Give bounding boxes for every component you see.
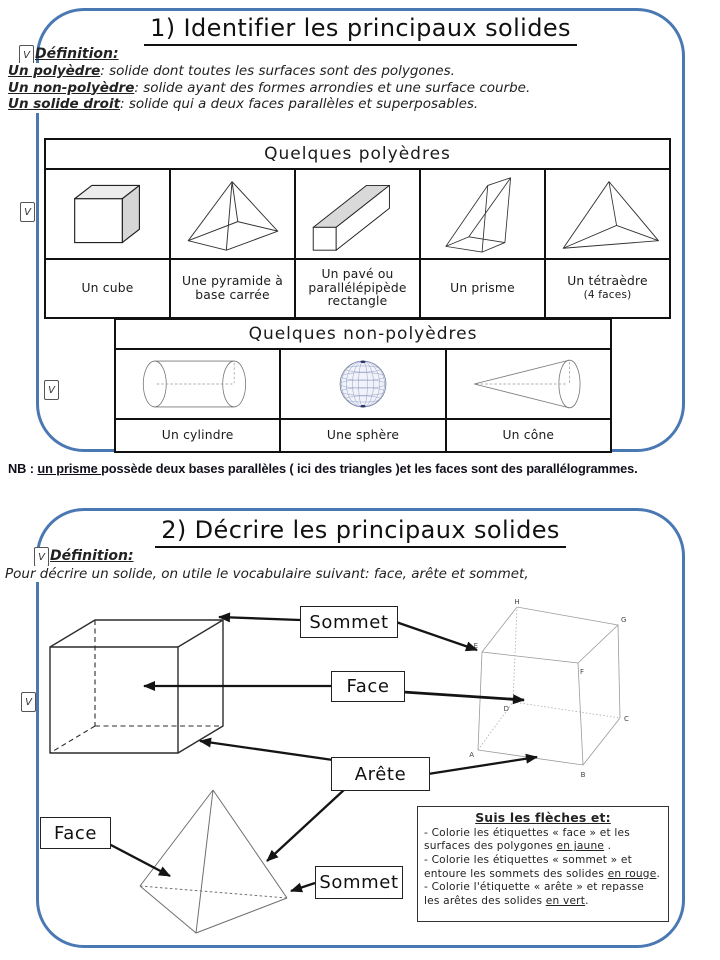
- prism-label: Un prisme: [420, 259, 545, 318]
- section2-title: [36, 516, 685, 544]
- cube-vertex-H: H: [514, 598, 520, 606]
- non-polyhedra-table-header: Quelques non-polyèdres: [115, 319, 611, 349]
- non-polyhedra-table: [114, 318, 612, 453]
- cube-vertex-C: C: [624, 715, 629, 723]
- label-box-face-left: Face: [40, 817, 111, 849]
- square-pyramid-cell: [170, 169, 295, 259]
- nb-underlined: un prisme: [37, 461, 102, 476]
- cylinder-cell: [115, 349, 280, 419]
- tetrahedron-cell: [545, 169, 670, 259]
- section2-title-text: 2) Décrire les principaux solides: [155, 516, 566, 548]
- sphere-label: Une sphère: [280, 419, 445, 452]
- section1-definition-heading: Définition:: [35, 46, 119, 62]
- cube-label: Un cube: [45, 259, 170, 318]
- instruction-line-jaune: - Colorie les étiquettes « face » et les surfaces des polygones en jaune .: [424, 826, 630, 853]
- cylinder-icon: [123, 354, 273, 414]
- tetrahedron-icon: [554, 174, 662, 254]
- instruction-line-vert: - Colorie l'étiquette « arête » et repasse les arêtes des solides en vert.: [424, 881, 645, 907]
- cube-vertex-G: G: [621, 616, 627, 624]
- label-box-sommet-top: Sommet: [300, 606, 398, 638]
- cube-vertex-A: A: [469, 751, 474, 759]
- section1-definitions: [8, 63, 536, 113]
- nb-note: [8, 461, 718, 476]
- section1-title: [36, 14, 685, 42]
- checkbox-v-icon: V: [44, 380, 59, 400]
- cone-icon: [453, 354, 603, 414]
- nb-rest: possède deux bases parallèles ( ici des triangles )et les faces sont des parallélogrammes.: [101, 461, 638, 476]
- definition-solide-droit: Un solide droit: solide qui a deux faces parallèles et superposables.: [8, 96, 479, 112]
- square-pyramid-label: Une pyramide à base carrée: [170, 259, 295, 318]
- tetrahedron-sublabel: (4 faces): [583, 289, 632, 301]
- instructions-title: Suis les flèches et:: [475, 810, 611, 825]
- sphere-cell: [280, 349, 445, 419]
- tetrahedron-label: Un tétraèdre (4 faces): [545, 259, 670, 318]
- cuboid-label: Un pavé ou parallélépipède rectangle: [295, 259, 420, 318]
- cube-vertex-B: B: [580, 771, 586, 779]
- instructions-box: [417, 806, 669, 922]
- checkbox-v-icon: V: [34, 547, 49, 567]
- cylinder-label: Un cylindre: [115, 419, 280, 452]
- instruction-line-rouge: - Colorie les étiquettes « sommet » et entoure les sommets des solides en rouge.: [424, 853, 661, 880]
- triangular-prism-icon: [429, 174, 537, 254]
- checkbox-v-icon: V: [21, 692, 36, 712]
- section2-definition-text: Pour décrire un solide, on utile le vocabulaire suivant: face, arête et sommet,: [5, 566, 534, 582]
- sphere-icon: [288, 354, 438, 414]
- label-box-face-middle: Face: [331, 671, 405, 702]
- cone-cell: [446, 349, 611, 419]
- definition-non-polyedre: Un non-polyèdre: solide ayant des formes arrondies et une surface courbe.: [8, 79, 531, 96]
- cube-vertex-D: D: [503, 705, 509, 713]
- polyhedra-table-header: Quelques polyèdres: [45, 139, 670, 169]
- section1-title-text: 1) Identifier les principaux solides: [144, 14, 577, 46]
- cube-vertex-F: F: [580, 668, 585, 676]
- cube-cell: [45, 169, 170, 259]
- nb-prefix: NB :: [8, 461, 38, 476]
- square-pyramid-icon: [179, 174, 287, 254]
- cuboid-cell: [295, 169, 420, 259]
- polyhedra-table: [44, 138, 671, 319]
- rectangular-cuboid-icon: [304, 174, 412, 254]
- definition-polyedre: Un polyèdre: solide dont toutes les surfaces sont des polygones.: [8, 63, 455, 79]
- label-box-arete: Arête: [331, 757, 430, 791]
- section2-definition-heading: Définition:: [50, 548, 134, 564]
- prism-cell: [420, 169, 545, 259]
- checkbox-v-icon: V: [19, 45, 34, 65]
- cube-vertex-E: E: [473, 642, 478, 650]
- cone-label: Un cône: [446, 419, 611, 452]
- checkbox-v-icon: V: [20, 202, 35, 222]
- cube-icon: [54, 174, 162, 254]
- label-box-sommet-bottom: Sommet: [315, 866, 403, 899]
